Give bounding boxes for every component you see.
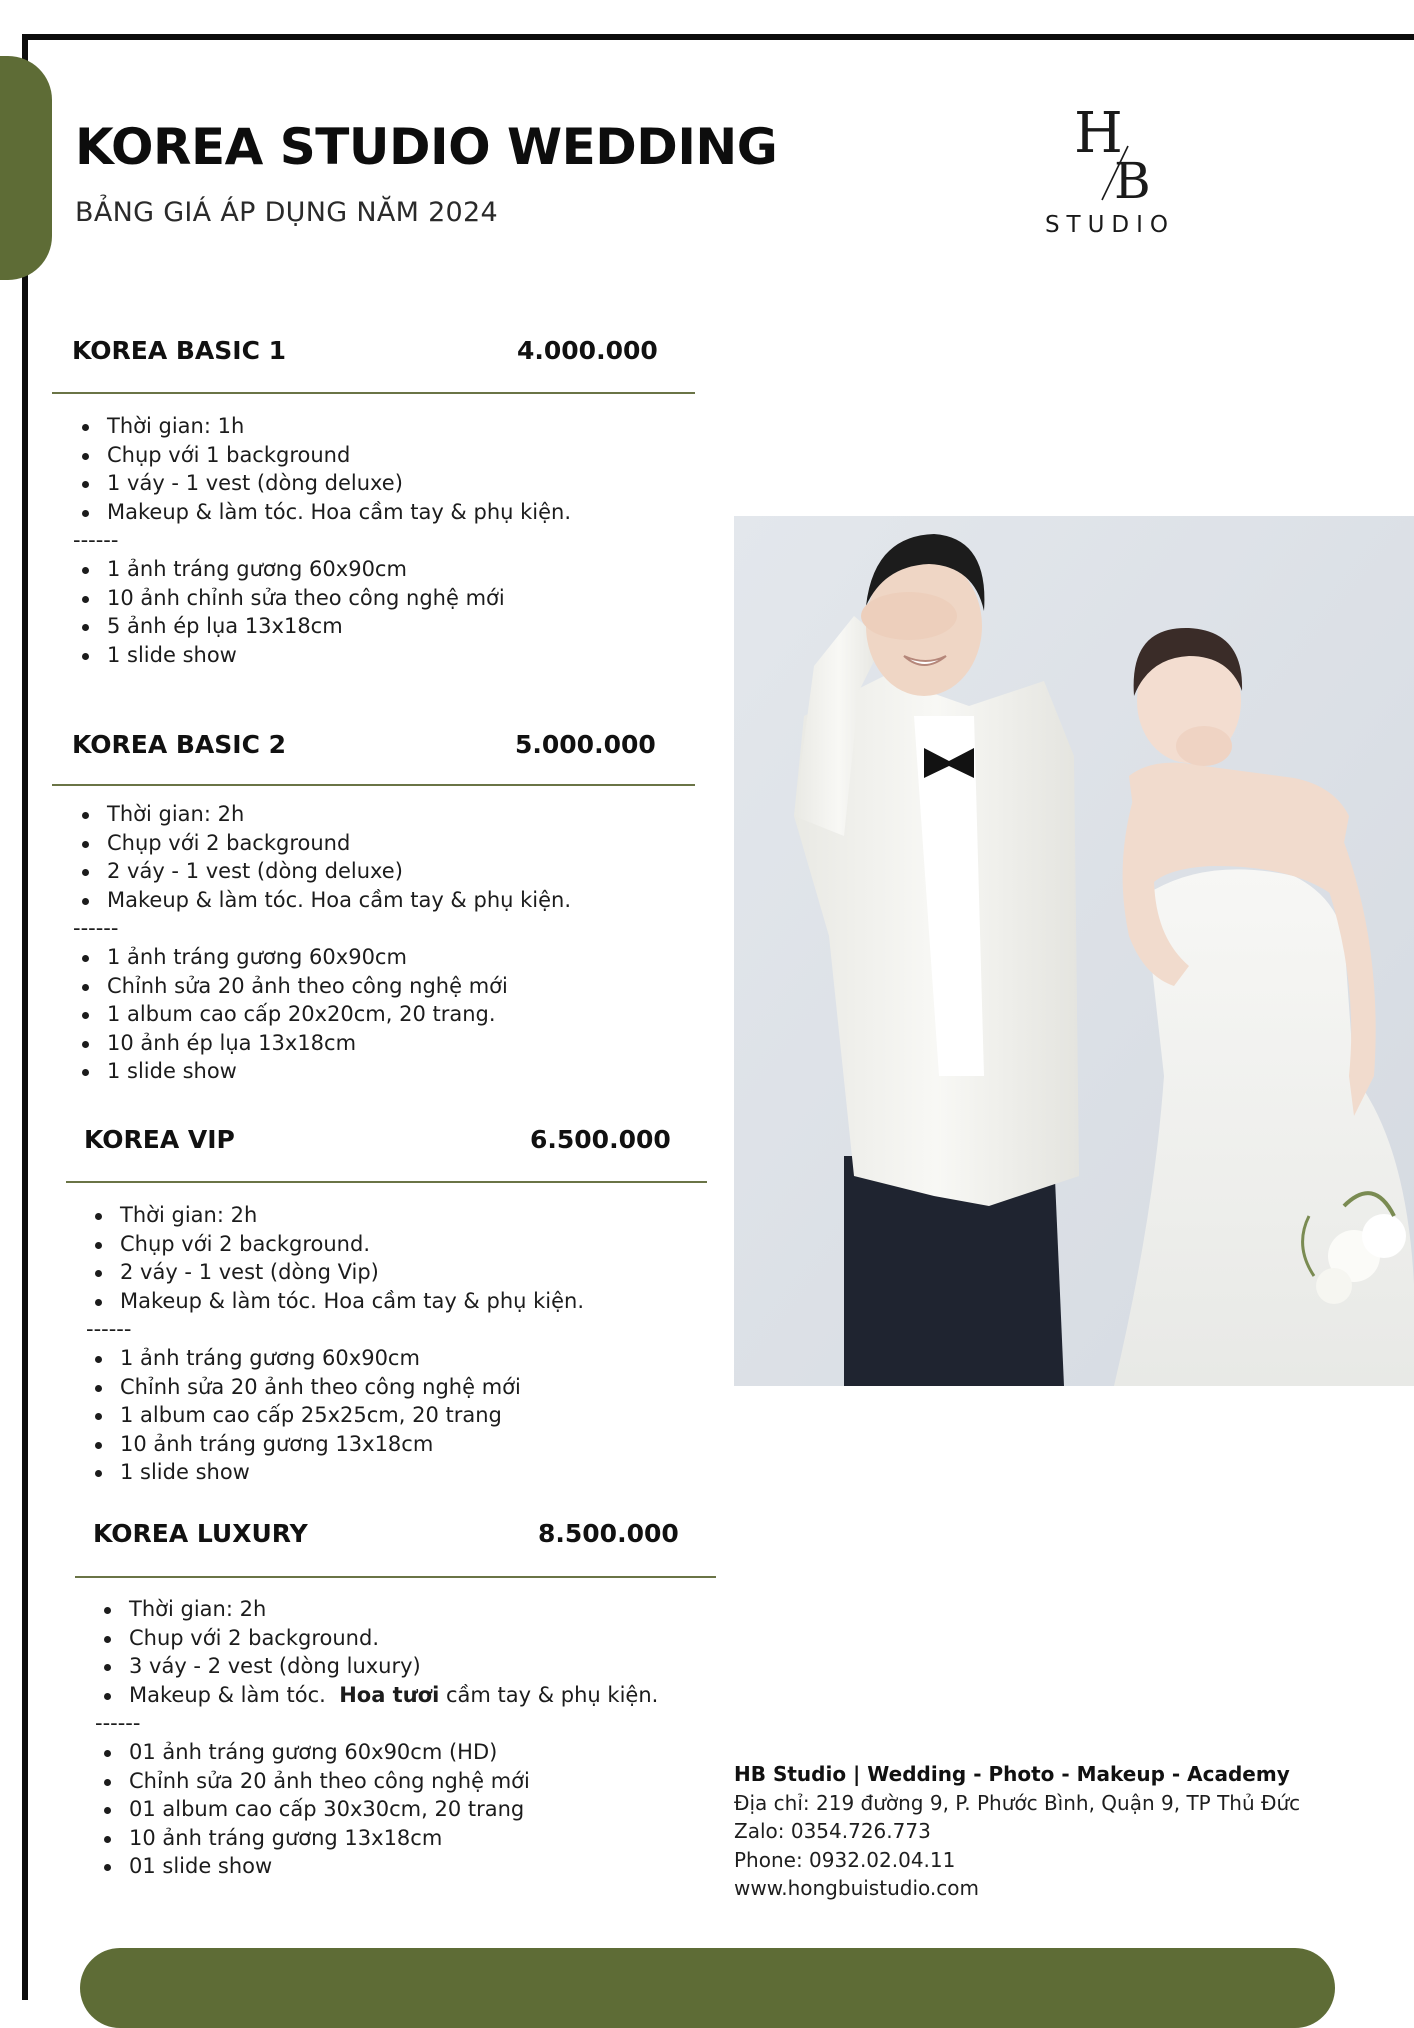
logo-letter-h: H — [1074, 101, 1123, 166]
list-item: Chỉnh sửa 20 ảnh theo công nghệ mới — [86, 1373, 584, 1402]
page-frame-top — [22, 34, 1414, 40]
list-item: Chup với 2 background. — [95, 1624, 658, 1653]
list-item: Thời gian: 1h — [73, 412, 571, 441]
package-name: KOREA LUXURY — [93, 1519, 308, 1548]
package-details-vip — [86, 1201, 584, 1487]
package-price: 6.500.000 — [530, 1125, 671, 1154]
package-price: 8.500.000 — [538, 1519, 679, 1548]
contact-website[interactable]: www.hongbuistudio.com — [734, 1876, 979, 1900]
list-item: 1 album cao cấp 25x25cm, 20 trang — [86, 1401, 584, 1430]
list-item: 5 ảnh ép lụa 13x18cm — [73, 612, 571, 641]
list-item: 2 váy - 1 vest (dòng deluxe) — [73, 857, 571, 886]
green-footer-bar — [80, 1948, 1335, 2028]
page-subtitle: BẢNG GIÁ ÁP DỤNG NĂM 2024 — [75, 197, 498, 228]
green-side-tab — [0, 56, 52, 280]
list-item: Chụp với 1 background — [73, 441, 571, 470]
package-header-vip — [84, 1125, 684, 1165]
list-item: 10 ảnh tráng gương 13x18cm — [86, 1430, 584, 1459]
contact-title: HB Studio | Wedding - Photo - Makeup - Academy — [734, 1762, 1290, 1786]
couple-photo — [734, 516, 1414, 1386]
list-item-makeup — [95, 1681, 658, 1710]
package-name: KOREA BASIC 2 — [72, 730, 287, 759]
list-item: 01 slide show — [95, 1852, 658, 1881]
contact-zalo: Zalo: 0354.726.773 — [734, 1819, 931, 1843]
contact-address: Địa chỉ: 219 đường 9, P. Phước Bình, Quận 9, TP Thủ Đức — [734, 1790, 1301, 1815]
list-item: Chỉnh sửa 20 ảnh theo công nghệ mới — [73, 972, 571, 1001]
list-item: 1 slide show — [73, 1057, 571, 1086]
list-item: 2 váy - 1 vest (dòng Vip) — [86, 1258, 584, 1287]
makeup-suffix: cầm tay & phụ kiện. — [445, 1682, 659, 1707]
package-divider — [52, 392, 695, 394]
package-name: KOREA BASIC 1 — [72, 336, 287, 365]
couple-photo-image — [734, 516, 1414, 1386]
list-separator: ------ — [73, 528, 119, 553]
list-item: Chụp với 2 background. — [86, 1230, 584, 1259]
package-details-basic-1 — [73, 412, 571, 669]
package-details-basic-2 — [73, 800, 571, 1086]
contact-phone: Phone: 0932.02.04.11 — [734, 1847, 956, 1872]
package-divider — [75, 1576, 716, 1578]
list-item: 3 váy - 2 vest (dòng luxury) — [95, 1652, 658, 1681]
list-item: Thời gian: 2h — [86, 1201, 584, 1230]
page-title: KOREA STUDIO WEDDING — [75, 118, 778, 176]
list-item: 10 ảnh tráng gương 13x18cm — [95, 1824, 658, 1853]
list-item: 1 ảnh tráng gương 60x90cm — [86, 1344, 584, 1373]
list-item: Chụp với 2 background — [73, 829, 571, 858]
list-separator: ------ — [95, 1711, 141, 1736]
package-divider — [52, 784, 695, 786]
list-item: Makeup & làm tóc. Hoa cầm tay & phụ kiện. — [73, 498, 571, 527]
logo-letter-b: B — [1114, 152, 1151, 210]
package-divider — [66, 1181, 707, 1183]
package-header-basic-1 — [72, 336, 672, 376]
contact-block — [734, 1760, 1300, 1903]
package-details-luxury — [95, 1595, 658, 1881]
list-item: 1 album cao cấp 20x20cm, 20 trang. — [73, 1000, 571, 1029]
package-name: KOREA VIP — [84, 1125, 235, 1154]
makeup-bold: Hoa tươi — [339, 1682, 440, 1707]
list-item: Chỉnh sửa 20 ảnh theo công nghệ mới — [95, 1767, 658, 1796]
list-item: Thời gian: 2h — [95, 1595, 658, 1624]
hb-monogram-icon — [1020, 100, 1200, 210]
logo-text: STUDIO — [1044, 212, 1176, 238]
makeup-prefix: Makeup & làm tóc. — [129, 1682, 326, 1707]
hb-studio-logo — [1020, 100, 1200, 245]
list-item: Makeup & làm tóc. Hoa cầm tay & phụ kiện. — [73, 886, 571, 915]
list-item: 1 váy - 1 vest (dòng deluxe) — [73, 469, 571, 498]
list-item: 1 slide show — [73, 641, 571, 670]
list-item: 10 ảnh chỉnh sửa theo công nghệ mới — [73, 584, 571, 613]
list-item: 1 ảnh tráng gương 60x90cm — [73, 555, 571, 584]
list-separator: ------ — [73, 916, 119, 941]
list-item: Makeup & làm tóc. Hoa cầm tay & phụ kiện. — [86, 1287, 584, 1316]
list-item: 01 ảnh tráng gương 60x90cm (HD) — [95, 1738, 658, 1767]
package-header-basic-2 — [72, 730, 672, 770]
page-frame-left — [22, 34, 28, 2000]
package-price: 5.000.000 — [515, 730, 656, 759]
package-header-luxury — [93, 1519, 693, 1559]
list-item: 1 ảnh tráng gương 60x90cm — [73, 943, 571, 972]
list-item: 01 album cao cấp 30x30cm, 20 trang — [95, 1795, 658, 1824]
package-price: 4.000.000 — [517, 336, 658, 365]
list-item: 1 slide show — [86, 1458, 584, 1487]
list-item: Thời gian: 2h — [73, 800, 571, 829]
list-separator: ------ — [86, 1317, 132, 1342]
list-item: 10 ảnh ép lụa 13x18cm — [73, 1029, 571, 1058]
